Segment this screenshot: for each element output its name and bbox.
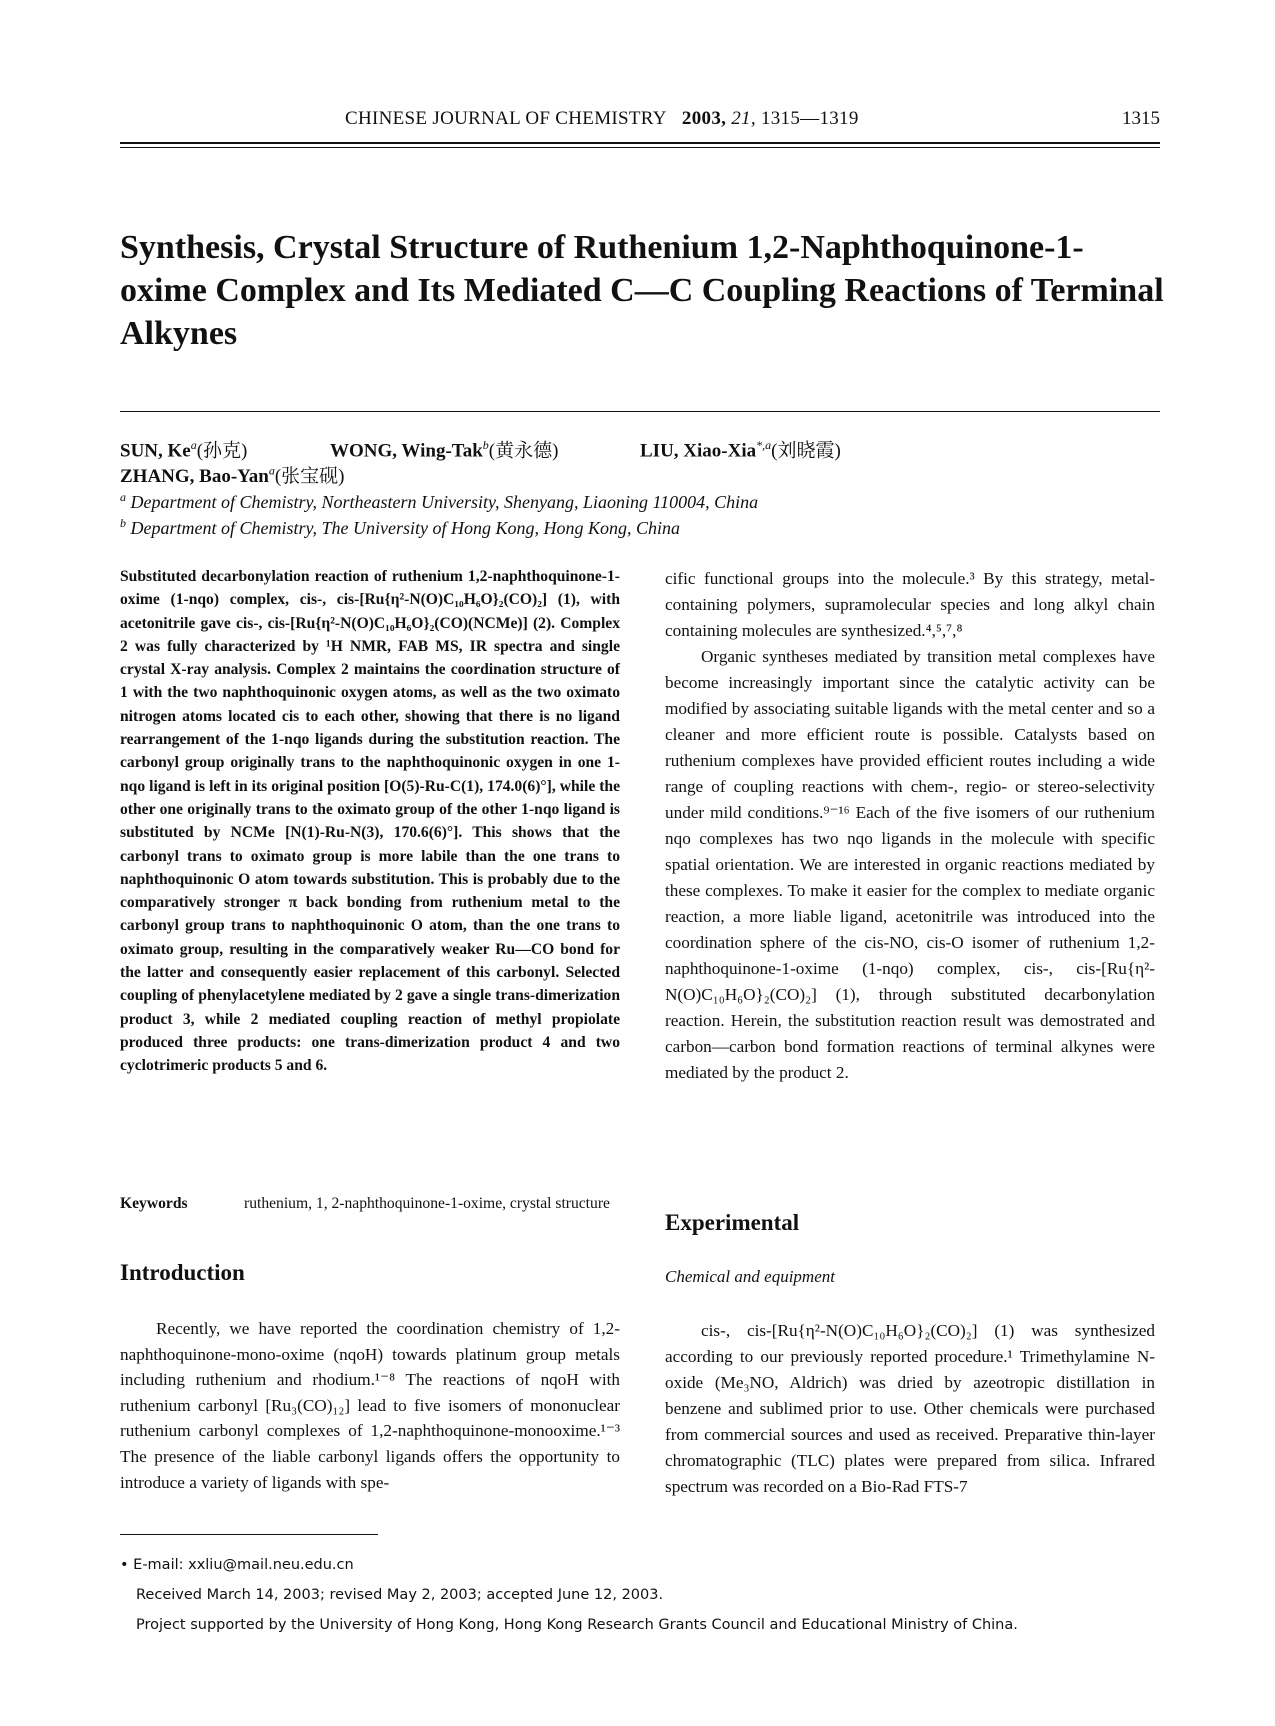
footnote-project: Project supported by the University of Hong Kong, Hong Kong Research Grants Council and Educational Ministry of China.: [136, 1617, 1018, 1633]
experimental-heading: Experimental: [665, 1210, 800, 1235]
introduction-body: [120, 1316, 620, 1495]
introduction-paragraph: Recently, we have reported the coordination chemistry of 1,2-naphthoquinone-mono-oxime (nqoH) towards platinum group metals including ruthenium and rhodium.¹⁻⁸ The reactions of nqoH with ruthenium carbonyl [Ru₃(CO)₁₂] lead to five isomers of mononuclear ruthenium carbonyl complexes of 1,2-naphthoquinone-monooxime.¹⁻³ The presence of the liable carbonyl ligands offers the opportunity to introduce a variety of ligands with spe-: [120, 1319, 620, 1492]
article-title: Synthesis, Crystal Structure of Ruthenium 1,2-Naphthoquinone-1-oxime Complex and Its Mediated C—C Coupling Reactions of Terminal Alkynes: [120, 229, 1164, 352]
footnote-rule: [120, 1534, 378, 1535]
journal-volume: 21,: [731, 108, 756, 129]
journal-pages: 1315—1319: [760, 108, 859, 129]
author-4: ZHANG, Bao-Yan$^a$(张宝砚): [120, 464, 345, 488]
author-1: SUN, Ke$^a$(孙克): [120, 438, 248, 462]
journal-citation: [345, 108, 859, 130]
running-header: [120, 108, 1160, 138]
affiliation-b: $^b$ Department of Chemistry, The University of Hong Kong, Hong Kong, China: [120, 516, 680, 538]
author-2: WONG, Wing-Tak$^b$(黄永德): [330, 438, 559, 462]
keywords-text: ruthenium, 1, 2-naphthoquinone-1-oxime, crystal structure: [244, 1195, 610, 1212]
experimental-body: [665, 1318, 1155, 1500]
experimental-paragraph: cis-, cis-[Ru{η²-N(O)C₁₀H₆O}₂(CO)₂] (1) was synthesized according to our previously reported procedure.¹ Trimethylamine N-oxide (Me₃NO, Aldrich) was dried by azeotropic distillation in benzene and sublimed prior to use. Other chemicals were purchased from commercial sources and used as received. Preparative thin-layer chromatographic (TLC) plates were prepared from silica. Infrared spectrum was recorded on a Bio-Rad FTS-7: [665, 1321, 1155, 1496]
footnote-received: Received March 14, 2003; revised May 2, 2003; accepted June 12, 2003.: [136, 1587, 664, 1603]
footnote-email: • E-mail: xxliu@mail.neu.edu.cn: [120, 1557, 354, 1573]
paragraph-continued: cific functional groups into the molecule.³ By this strategy, metal-containing polymers, supramolecular species and long alkyl chain containing molecules are synthesized.⁴,⁵,⁷,⁸: [665, 569, 1155, 640]
keywords: [120, 1192, 620, 1215]
header-rule: [120, 142, 1160, 144]
author-3: LIU, Xiao-Xia$^{*,a}$(刘晓霞): [640, 438, 841, 462]
experimental-subheading: Chemical and equipment: [665, 1267, 835, 1286]
affiliation-a: $^a$ Department of Chemistry, Northeastern University, Shenyang, Liaoning 110004, China: [120, 490, 759, 512]
title-rule: [120, 411, 1160, 412]
header-rule-thin: [120, 147, 1160, 148]
introduction-heading: Introduction: [120, 1260, 245, 1285]
right-column-text: [665, 566, 1155, 1086]
author-block: [120, 432, 1160, 536]
journal-name: CHINESE JOURNAL OF CHEMISTRY: [345, 108, 667, 129]
page-number: 1315: [1122, 108, 1160, 129]
footnotes: [120, 1550, 1160, 1640]
keywords-label: Keywords: [120, 1195, 188, 1212]
paragraph-organic-syntheses: Organic syntheses mediated by transition metal complexes have become increasingly important since the catalytic activity can be modified by associating suitable ligands with the metal center and so a cleaner and more efficient route is possible. Catalysts based on ruthenium complexes have provided efficient routes including a wide range of coupling reactions with chem-, regio- or stereo-selectivity under mild conditions.⁹⁻¹⁶ Each of the five isomers of our ruthenium nqo complexes has two nqo ligands in the molecule with specific spatial orientation. We are interested in organic reactions mediated by these complexes. To make it easier for the complex to mediate organic reaction, a more liable ligand, acetonitrile was introduced into the coordination sphere of the cis-NO, cis-O isomer of ruthenium 1,2-naphthoquinone-1-oxime (1-nqo) complex, cis-, cis-[Ru{η²-N(O)C₁₀H₆O}₂(CO)₂] (1), through substituted decarbonylation reaction. Herein, the substitution reaction result was demostrated and carbon—carbon bond formation reactions of terminal alkynes were mediated by the product 2.: [665, 647, 1155, 1082]
journal-year: 2003,: [681, 108, 727, 129]
abstract: Substituted decarbonylation reaction of ruthenium 1,2-naphthoquinone-1-oxime (1-nqo) complex, cis-, cis-[Ru{η²-N(O)C₁₀H₆O}₂(CO)₂] (1), with acetonitrile gave cis-, cis-[Ru{η²-N(O)C₁₀H₆O}₂(CO)(NCMe)] (2). Complex 2 was fully characterized by ¹H NMR, FAB MS, IR spectra and single crystal X-ray analysis. Complex 2 maintains the coordination structure of 1 with the two naphthoquinonic oxygen atoms, as well as the two oximato nitrogen atoms located cis to each other, showing that there is no ligand rearrangement of the 1-nqo ligands during the substitution reaction. The carbonyl group originally trans to the naphthoquinonic oxygen in one 1-nqo ligand is left in its original position [O(5)-Ru-C(1), 174.0(6)°], while the other one originally trans to the oximato group of the other 1-nqo ligand is substituted by NCMe [N(1)-Ru-N(3), 170.6(6)°]. This shows that the carbonyl trans to oximato group is more labile than the one trans to naphthoquinonic O atom towards substitution. This is probably due to the comparatively stronger π back bonding from ruthenium metal to the carbonyl group trans to naphthoquinonic O atom, than the one trans to oximato group, resulting in the comparatively weaker Ru—CO bond for the latter and consequently easier replacement of this carbonyl. Selected coupling of phenylacetylene mediated by 2 gave a single trans-dimerization product 3, while 2 mediated coupling reaction of methyl propiolate produced three products: one trans-dimerization product 4 and two cyclotrimeric products 5 and 6.: [120, 568, 620, 1075]
